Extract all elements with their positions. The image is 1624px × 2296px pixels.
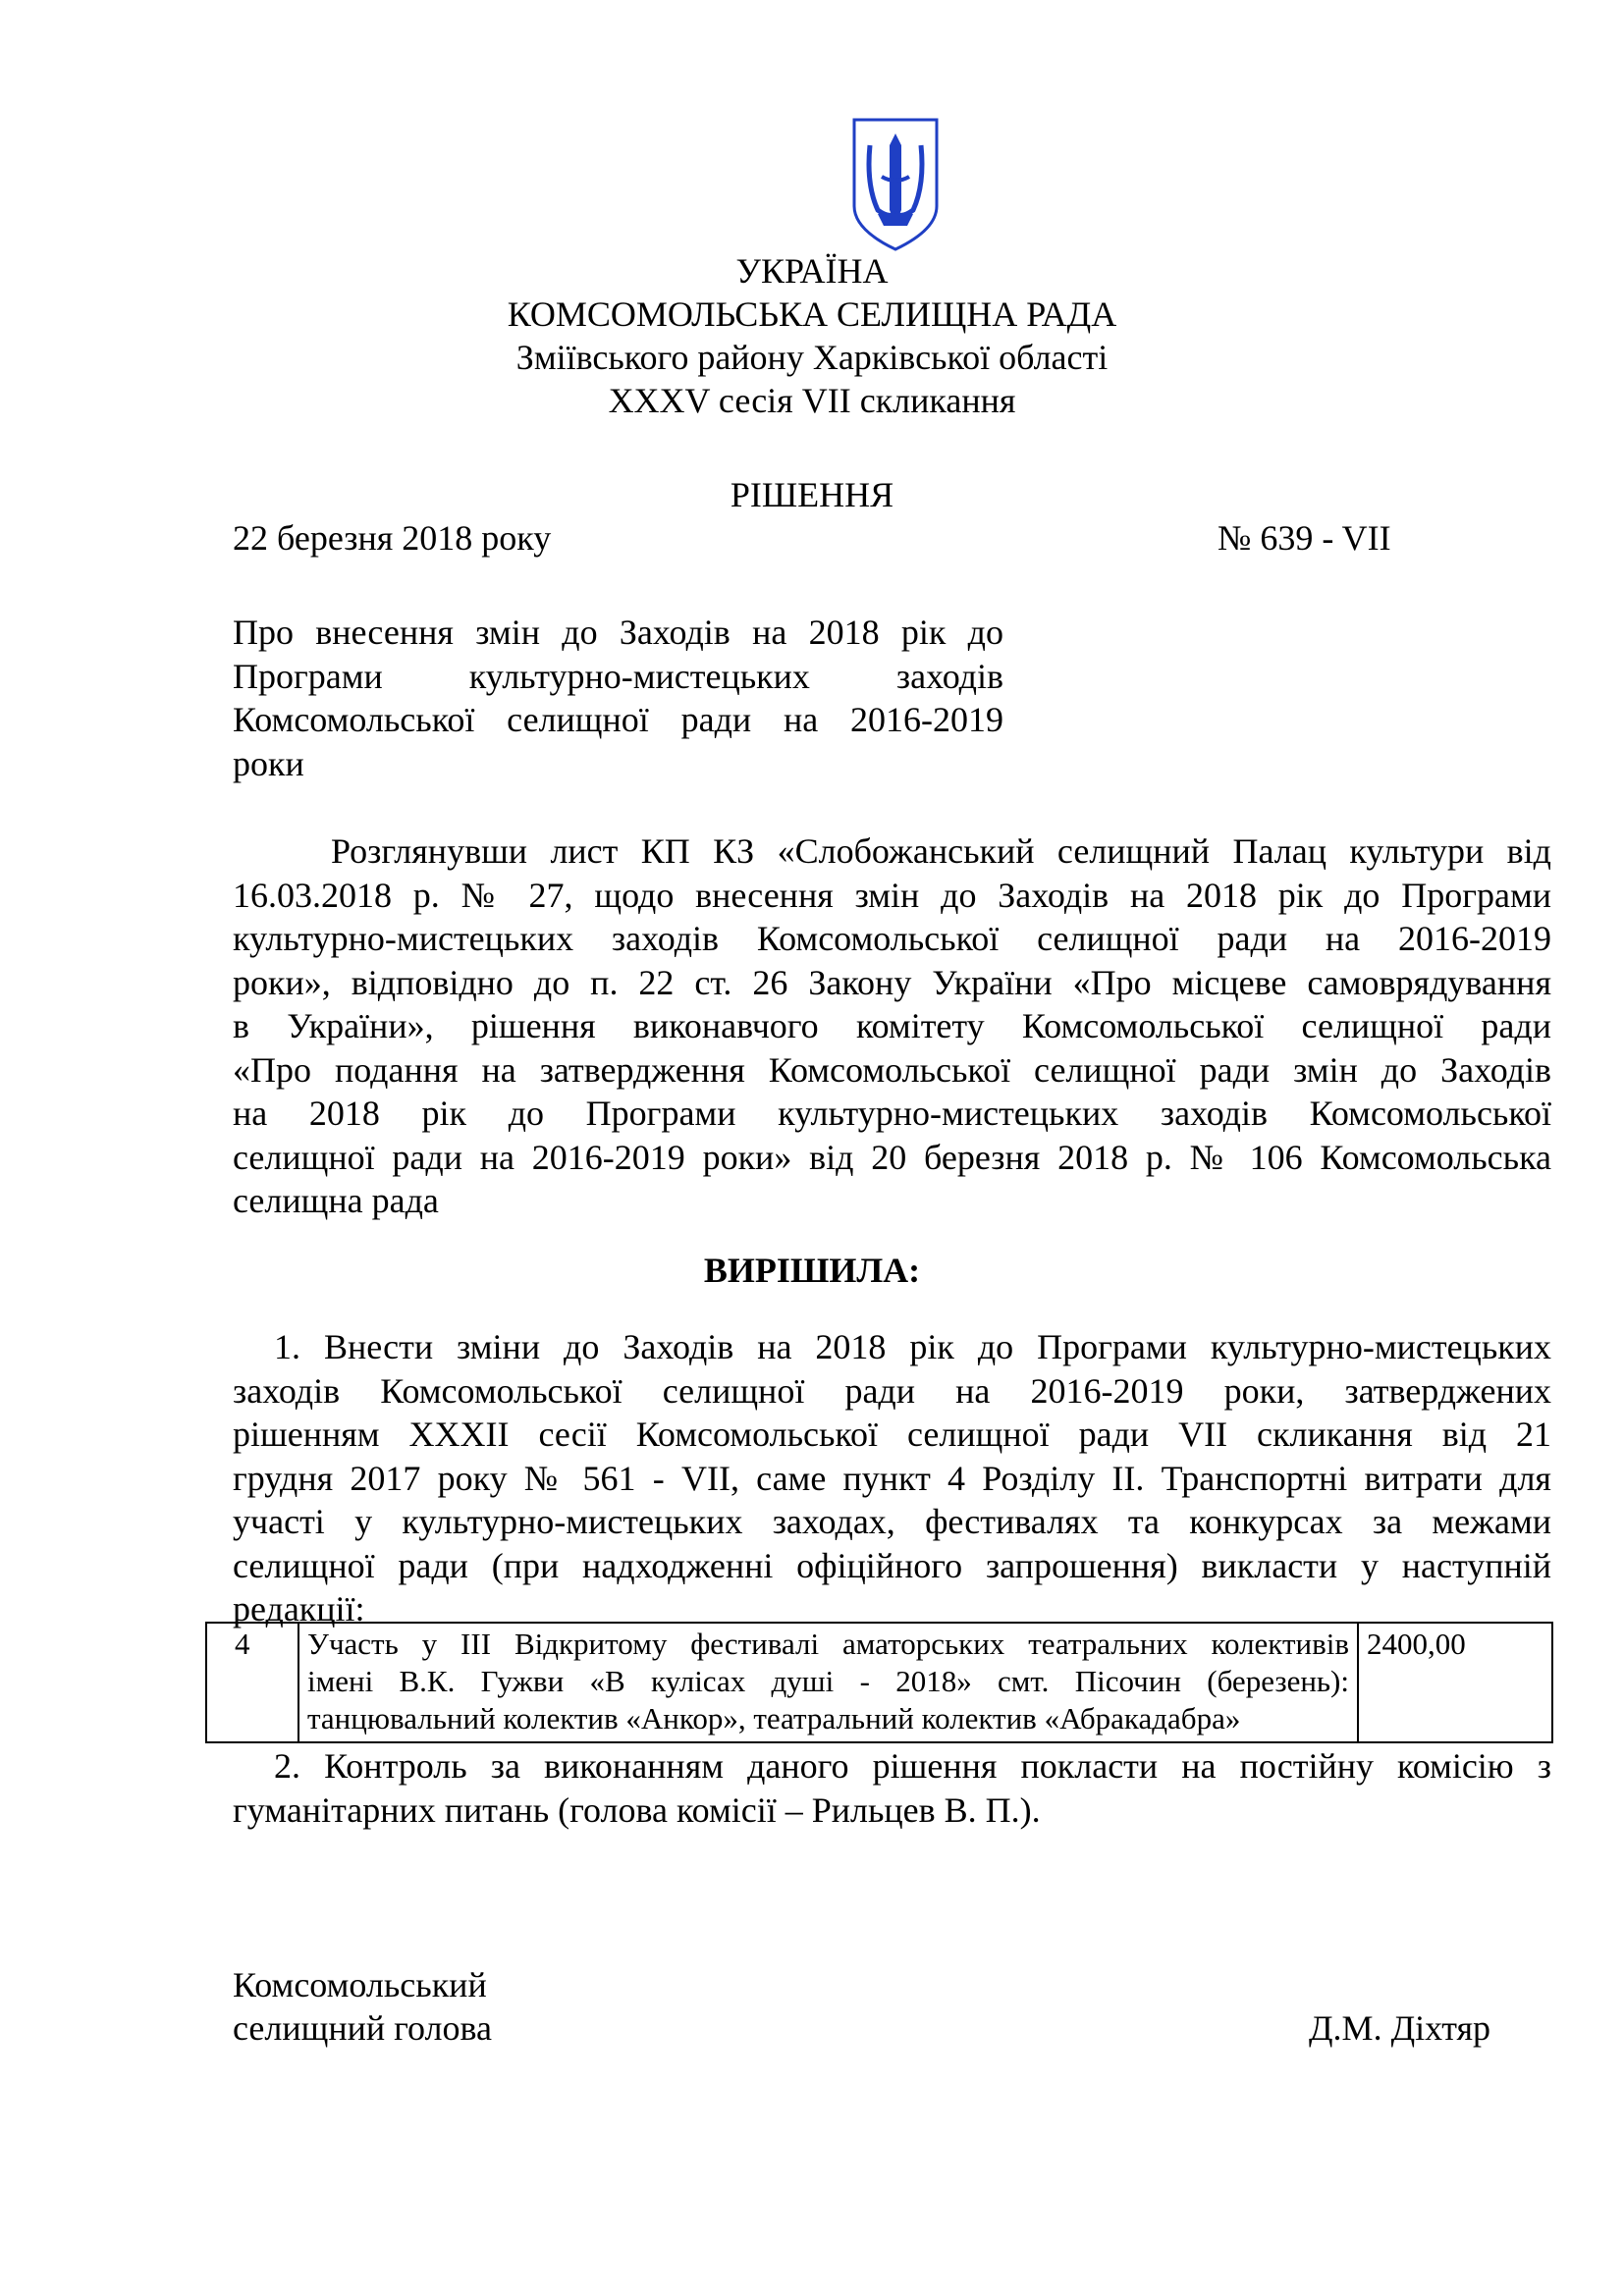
preamble-line: «Про подання на затвердження Комсомольської селищної ради змін до Заходів: [233, 1049, 1551, 1090]
preamble-line: роки», відповідно до п. 22 ст. 26 Закону України «Про місцеве самоврядування: [233, 962, 1551, 1002]
preamble: [233, 829, 1551, 1223]
subject-line: Комсомольської селищної ради на 2016-2019: [233, 700, 1003, 739]
table-text-line: імені В.К. Гужви «В кулісах душі - 2018» смт. Пісочин (березень):: [307, 1664, 1349, 1698]
item-1-line: 1. Внести зміни до Заходів на 2018 рік до Програми культурно-мистецьких: [274, 1327, 1551, 1366]
item-2: [233, 1744, 1551, 1832]
item-2-line: 2. Контроль за виконанням даного рішення покласти на постійну комісію з: [274, 1746, 1551, 1786]
header-council: КОМСОМОЛЬСЬКА СЕЛИЩНА РАДА: [507, 294, 1117, 334]
item-1-line: редакції:: [233, 1589, 365, 1629]
document-date: 22 березня 2018 року: [233, 518, 552, 558]
table-text-line: танцювальний колектив «Анкор», театральний колектив «Абракадабра»: [307, 1701, 1241, 1735]
preamble-line: селищна рада: [233, 1181, 439, 1220]
signature-title-line1: Комсомольський: [233, 1965, 487, 2004]
signature-name: Д.М. Діхтяр: [1309, 2008, 1491, 2048]
table-cell-text: [298, 1623, 1358, 1742]
subject-line: роки: [233, 743, 304, 783]
signature-title-line2: селищний голова: [233, 2008, 493, 2048]
coat-of-arms-icon: [848, 116, 943, 253]
item-1: [233, 1325, 1551, 1631]
header-country: УКРАЇНА: [735, 251, 889, 291]
preamble-line: селищної ради на 2016-2019 роки» від 20 березня 2018 р. № 106 Комсомольська: [233, 1137, 1551, 1177]
subject-line: Програми культурно-мистецьких заходів: [233, 656, 1003, 696]
subject-line: Про внесення змін до Заходів на 2018 рік до: [233, 613, 1003, 652]
preamble-line: Розглянувши лист КП КЗ «Слобожанський селищний Палац культури від: [331, 831, 1551, 871]
preamble-line: культурно-мистецьких заходів Комсомольської селищної ради на 2016-2019: [233, 919, 1551, 958]
document-type: РІШЕННЯ: [730, 475, 894, 514]
preamble-line: в України», рішення виконавчого комітету Комсомольської селищної ради: [233, 1006, 1551, 1045]
item-1-line: селищної ради (при надходженні офіційного запрошення) викласти у наступній: [233, 1545, 1551, 1585]
table-row: [206, 1623, 1552, 1742]
table-text-line: Участь у ІІІ Відкритому фестивалі аматорських театральних колективів: [307, 1627, 1349, 1661]
table-cell-amount: 2400,00: [1358, 1623, 1552, 1742]
table-cell-number: 4: [206, 1623, 298, 1742]
item-1-line: грудня 2017 року № 561 - VII, саме пункт 4 Розділу ІІ. Транспортні витрати для: [233, 1458, 1551, 1498]
document-number: № 639 - VII: [1218, 518, 1391, 558]
subject: [233, 611, 1003, 785]
item-1-line: рішенням XXXII сесії Комсомольської селищної ради VII скликання від 21: [233, 1415, 1551, 1454]
item-1-line: заходів Комсомольської селищної ради на 2016-2019 роки, затверджених: [233, 1370, 1551, 1411]
item-2-line: гуманітарних питань (голова комісії – Рильцев В. П.).: [233, 1789, 1041, 1830]
preamble-line: 16.03.2018 р. № 27, щодо внесення змін до Заходів на 2018 рік до Програми: [233, 875, 1551, 915]
preamble-line: на 2018 рік до Програми культурно-мистецьких заходів Комсомольської: [233, 1094, 1551, 1133]
item-1-line: участі у культурно-мистецьких заходах, фестивалях та конкурсах за межами: [233, 1502, 1551, 1541]
header-session: XXXV сесія VII скликання: [608, 381, 1016, 420]
amendment-table: [205, 1622, 1553, 1743]
decided-heading: ВИРІШИЛА:: [703, 1251, 921, 1290]
header-region: Зміївського району Харківської області: [515, 338, 1109, 377]
